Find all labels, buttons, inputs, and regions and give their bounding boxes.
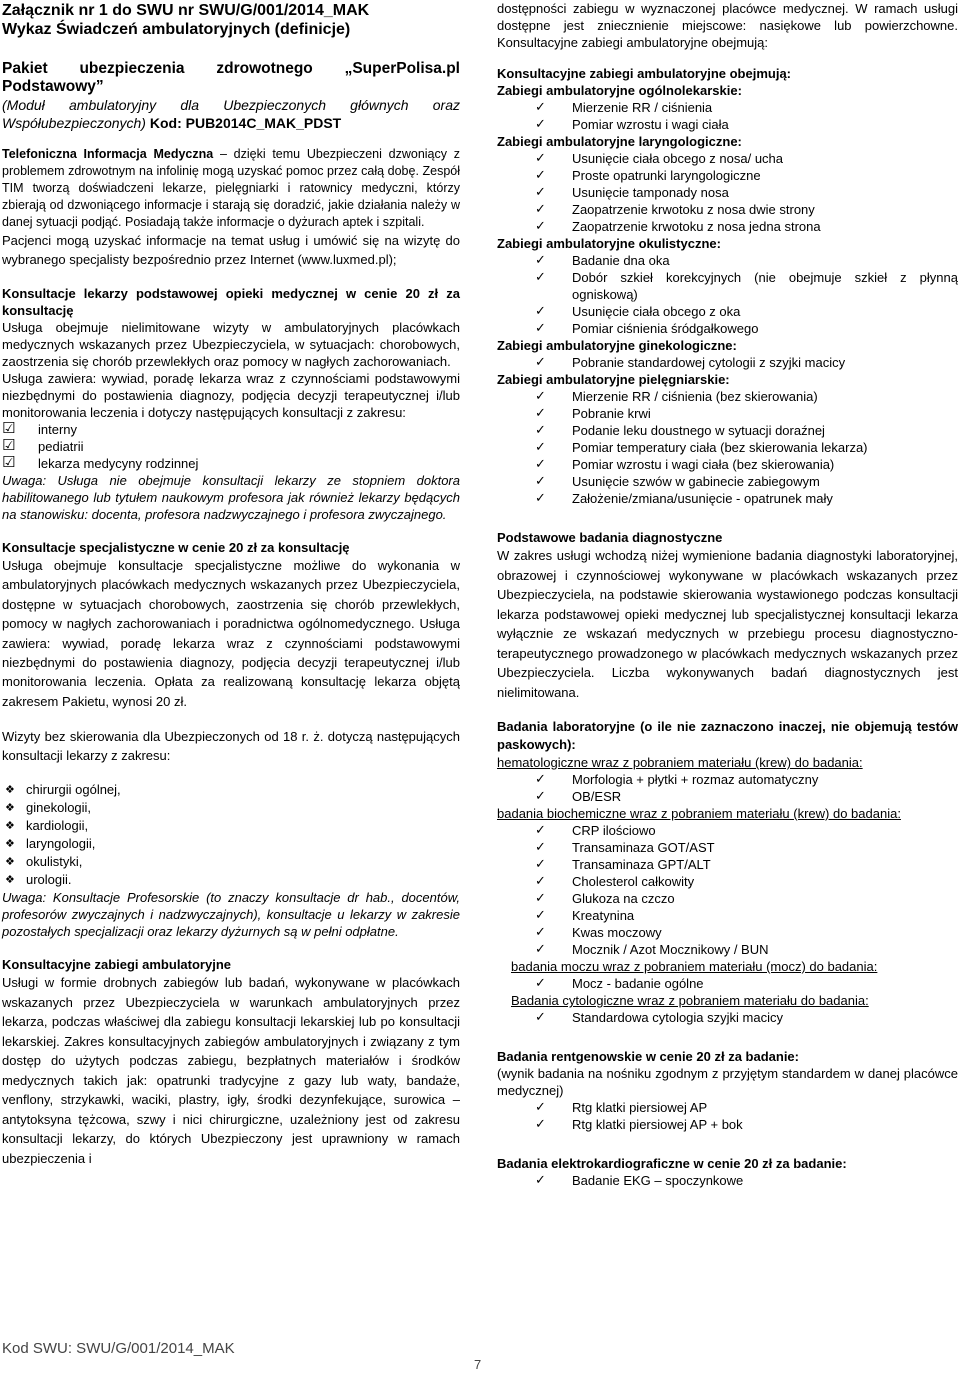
- list-item: ✓ Pomiar ciśnienia śródgałkowego: [497, 320, 958, 337]
- procedures-group-title: Zabiegi ambulatoryjne ginekologiczne:: [497, 338, 737, 353]
- list-item: ❖ ginekologii,: [2, 799, 460, 817]
- list-item: ✓ Pomiar temperatury ciała (bez skierowania lekarza): [497, 439, 958, 456]
- list-item: ✓ Morfologia + płytki + rozmaz automatyczny: [497, 771, 958, 788]
- right-column: [497, 0, 958, 1189]
- basic-consultations-note: Uwaga: Usługa nie obejmuje konsultacji lekarzy ze stopniem doktora habilitowanego lub tytułem naukowym profesora jak również lekarzy będących na stanowisku: docenta, profesora nadzwyczajnego i profesora zwyczajnego.: [2, 473, 460, 522]
- list-item: ✓ Zaopatrzenie krwotoku z nosa dwie strony: [497, 201, 958, 218]
- list-item: ☑ lekarza medycyny rodzinnej: [2, 455, 460, 472]
- list-item: ❖ laryngologii,: [2, 835, 460, 853]
- list-item: ✓ Transaminaza GPT/ALT: [497, 856, 958, 873]
- tim-paragraph: [2, 146, 460, 231]
- list-item: ✓ Proste opatrunki laryngologiczne: [497, 167, 958, 184]
- list-item: ✓ Pomiar wzrostu i wagi ciała (bez skierowania): [497, 456, 958, 473]
- list-item: ❖ chirurgii ogólnej,: [2, 781, 460, 799]
- list-item: ✓ Mocz - badanie ogólne: [497, 975, 958, 992]
- procedures-group-title: Zabiegi ambulatoryjne pielęgniarskie:: [497, 372, 730, 387]
- list-item: ☑ interny: [2, 421, 460, 438]
- package-title: [2, 60, 460, 96]
- left-column: [2, 0, 460, 1168]
- list-item: ✓ Glukoza na czczo: [497, 890, 958, 907]
- list-item: ❖ kardiologii,: [2, 817, 460, 835]
- xray-title: Badania rentgenowskie w cenie 20 zł za badanie:: [497, 1049, 799, 1064]
- lab-group-title: hematologiczne wraz z pobraniem materiału (krew) do badania:: [497, 755, 863, 770]
- procedures-group-title: Konsultacyjne zabiegi ambulatoryjne obejmują:: [497, 66, 792, 81]
- basic-consultations-p1: Usługa obejmuje nielimitowane wizyty w ambulatoryjnych placówkach medycznych wskazanych przez Ubezpieczyciela, w sytuacjach: chorobowych, zaostrzenia się chorób przewlekłych oraz pomocy w nagłych zachorowaniach.: [2, 320, 460, 369]
- procedures-group-title: Zabiegi ambulatoryjne ogólnolekarskie:: [497, 83, 742, 98]
- lab-group-title: Badania cytologiczne wraz z pobraniem materiału do badania:: [511, 993, 869, 1008]
- lab-group-list: [497, 975, 958, 992]
- ekg-list: [497, 1172, 958, 1189]
- procedures-continued: dostępności zabiegu w wyznaczonej placówce medycznej. W ramach usługi dostępne jest zniecznienie miejscowe: nasiękowe lub powierzchowne. Konsultacyjne zabiegi ambulatoryjne obejmują:: [497, 1, 958, 50]
- tim-paragraph-2: Pacjenci mogą uzyskać informacje na temat usług i umówić się na wizytę do wybranego specjalisty bezpośrednio przez Internet (www.luxmed.pl);: [2, 233, 460, 267]
- list-item: ☑ pediatrii: [2, 438, 460, 455]
- list-item: ✓ Kreatynina: [497, 907, 958, 924]
- header-line-1: Załącznik nr 1 do SWU nr SWU/G/001/2014_MAK: [2, 2, 370, 19]
- list-item: ❖ okulistyki,: [2, 853, 460, 871]
- list-item: ✓ Dobór szkieł korekcyjnych (nie obejmuje szkieł z płynną ogniskową): [497, 269, 958, 303]
- lab-group-list: [497, 1009, 958, 1026]
- footer-code: Kod SWU: SWU/G/001/2014_MAK: [2, 1340, 235, 1357]
- specialist-consultations-p1: Usługa obejmuje konsultacje specjalistyczne możliwe do wykonania w ambulatoryjnych placówkach medycznych wskazanych przez Ubezpieczyciela, dostępne w sytuacjach chorobowych, zaostrzenia się chorób przewlekłych, pomocy w nagłych zachorowaniach i poradnictwa ogólnomedycznego. Usługa zawiera: wywiad, poradę lekarza wraz z czynnościami podstawowymi niezbędnymi do postawienia diagnozy, podjęcia decyzji terapeutycznej i/lub monitorowania leczenia. Opłata za realizowaną konsultację lekarza objętą zakresem Pakietu, wynosi 20 zł.: [2, 558, 460, 709]
- procedures-group-list: [497, 99, 958, 133]
- procedures-text: Usługi w formie drobnych zabiegów lub badań, wykonywane w placówkach wskazanych przez Ubezpieczyciela w warunkach ambulatoryjnych przez lekarza, podczas właściwej dla zabiegu konsultacji lekarskiej lub po konsultacji lekarskiej. Zakres konsultacyjnych zabiegów ambulatoryjnych i związany z tym dostęp do użytych podczas zabiegu, bezpłatnych materiałów i środków medycznych takich jak: opatrunki tradycyjne z gazy lub waty, bandaże, venflony, strzykawki, waciki, plastry, igły, środki dezynfekujące, surowica – antytoksyna tężcowa, szwy i nici chirurgiczne, uzależniony jest od zakresu konsultacji lekarzy, do których Ubezpieczony jest uprawniony w ramach ubezpieczenia i: [2, 975, 460, 1166]
- procedure-groups: [497, 65, 958, 507]
- module-italic: (Moduł ambulatoryjny dla Ubezpieczonych głównych oraz Współubezpieczonych): [2, 97, 460, 131]
- specialist-list: [2, 781, 460, 889]
- lab-group-list: [497, 771, 958, 805]
- procedures-group-list: [497, 252, 958, 337]
- list-item: ✓ Pomiar wzrostu i wagi ciała: [497, 116, 958, 133]
- list-item: ✓ Usunięcie szwów w gabinecie zabiegowym: [497, 473, 958, 490]
- list-item: ✓ Rtg klatki piersiowej AP: [497, 1099, 958, 1116]
- list-item: ✓ Usunięcie tamponady nosa: [497, 184, 958, 201]
- list-item: ✓ Badanie dna oka: [497, 252, 958, 269]
- tim-text: – dzięki temu Ubezpieczeni dzwoniący z problemem zdrowotnym na infolinię mogą uzyskać pomoc przez całą dobę. Zespół TIM tworzą doświadczeni lekarze, pielęgniarki i ratownicy medyczni, którzy zbierają od dzwoniącego informacje i starają się doradzić, jakie działania należy w danej sytuacji podjąć. Posiadają także informacje o dyżurach aptek i szpitali.: [2, 147, 460, 229]
- specialist-note: Uwaga: Konsultacje Profesorskie (to znaczy konsultacje dr hab., docentów, profesorów zwyczajnych i nadzwyczajnych), konsultacje u lekarzy w zakresie pozostałych specjalizacji oraz lekarzy dyżurnych są w pełni odpłatne.: [2, 890, 460, 940]
- lab-group-list: [497, 822, 958, 958]
- list-item: ✓ Usunięcie ciała obcego z oka: [497, 303, 958, 320]
- xray-text: (wynik badania na nośniku zgodnym z przyjętym standardem w danej placówce medycznej): [497, 1066, 958, 1098]
- basic-consultations-p2: Usługa zawiera: wywiad, poradę lekarza wraz z czynnościami podstawowymi niezbędnymi do postawienia diagnozy, podjęcia decyzji terapeutycznej i/lub monitorowania leczenia i dotyczy następujących konsultacji z zakresu:: [2, 371, 460, 420]
- list-item: ✓ Badanie EKG – spoczynkowe: [497, 1172, 958, 1189]
- xray-list: [497, 1099, 958, 1133]
- page-number: 7: [474, 1357, 482, 1372]
- specialist-consultations-title: Konsultacje specjalistyczne w cenie 20 zł za konsultację: [2, 540, 350, 555]
- header-line-2: Wykaz Świadczeń ambulatoryjnych (definicje): [2, 21, 351, 38]
- list-item: ✓ Cholesterol całkowity: [497, 873, 958, 890]
- procedures-title: Konsultacyjne zabiegi ambulatoryjne: [2, 957, 231, 973]
- list-item: ✓ Kwas moczowy: [497, 924, 958, 941]
- lab-tests-title: Badania laboratoryjne (o ile nie zaznaczono inaczej, nie objemują testów paskowych):: [497, 719, 958, 752]
- package-title-line-1: Pakiet ubezpieczenia zdrowotnego „SuperPolisa.pl: [2, 60, 460, 77]
- list-item: ✓ Usunięcie ciała obcego z nosa/ ucha: [497, 150, 958, 167]
- diagnostics-text: W zakres usługi wchodzą niżej wymienione badania diagnostyki laboratoryjnej, obrazowej i czynnościowej wykonywane w placówkach wskazanych przez Ubezpieczyciela, na podstawie skierowania wystawionego podczas konsultacji lekarza podstawowej opieki medycznej lub specjalistycznej konsultacji lekarza wyłącznie ze wskazań medycznych w przebiegu procesu diagnostyczno-terapeutycznego prowadzonego w placówkach medycznych wskazanych przez Ubezpieczyciela. Liczba wykonywanych badań diagnostycznych jest nielimitowana.: [497, 548, 958, 700]
- module-code: Kod: PUB2014C_MAK_PDST: [145, 115, 342, 131]
- list-item: ✓ Zaopatrzenie krwotoku z nosa jedna strona: [497, 218, 958, 235]
- list-item: ✓ Standardowa cytologia szyjki macicy: [497, 1009, 958, 1026]
- procedures-group-title: Zabiegi ambulatoryjne laryngologiczne:: [497, 134, 742, 149]
- ekg-title: Badania elektrokardiograficzne w cenie 20 zł za badanie:: [497, 1156, 847, 1171]
- list-item: ✓ Założenie/zmiana/usunięcie - opatrunek mały: [497, 490, 958, 507]
- header-title: [2, 1, 460, 39]
- list-item: ✓ CRP ilościowo: [497, 822, 958, 839]
- list-item: ✓ OB/ESR: [497, 788, 958, 805]
- procedures-group-title: Zabiegi ambulatoryjne okulistyczne:: [497, 236, 721, 251]
- package-title-line-2: Podstawowy”: [2, 78, 104, 95]
- list-item: ✓ Transaminaza GOT/AST: [497, 839, 958, 856]
- list-item: ✓ Podanie leku doustnego w sytuacji doraźnej: [497, 422, 958, 439]
- list-item: ✓ Pobranie krwi: [497, 405, 958, 422]
- list-item: ✓ Pobranie standardowej cytologii z szyjki macicy: [497, 354, 958, 371]
- tim-title: Telefoniczna Informacja Medyczna: [2, 147, 214, 161]
- list-item: ✓ Mierzenie RR / ciśnienia (bez skierowania): [497, 388, 958, 405]
- lab-group-title: badania moczu wraz z pobraniem materiału (mocz) do badania:: [511, 959, 878, 974]
- procedures-group-list: [497, 388, 958, 507]
- list-item: ✓ Mocznik / Azot Mocznikowy / BUN: [497, 941, 958, 958]
- procedures-group-list: [497, 150, 958, 235]
- diagnostics-title: Podstawowe badania diagnostyczne: [497, 530, 723, 545]
- module-description: [2, 96, 460, 132]
- specialist-consultations-p2: Wizyty bez skierowania dla Ubezpieczonych od 18 r. ż. dotyczą następujących konsultacji lekarzy z zakresu:: [2, 729, 460, 764]
- list-item: ✓ Rtg klatki piersiowej AP + bok: [497, 1116, 958, 1133]
- basic-consultations-list: [2, 421, 460, 472]
- procedures-group-list: [497, 354, 958, 371]
- basic-consultations-title: Konsultacje lekarzy podstawowej opieki medycznej w cenie 20 zł za konsultację: [2, 286, 460, 318]
- list-item: ❖ urologii.: [2, 871, 460, 889]
- lab-group-title: badania biochemiczne wraz z pobraniem materiału (krew) do badania:: [497, 806, 901, 821]
- list-item: ✓ Mierzenie RR / ciśnienia: [497, 99, 958, 116]
